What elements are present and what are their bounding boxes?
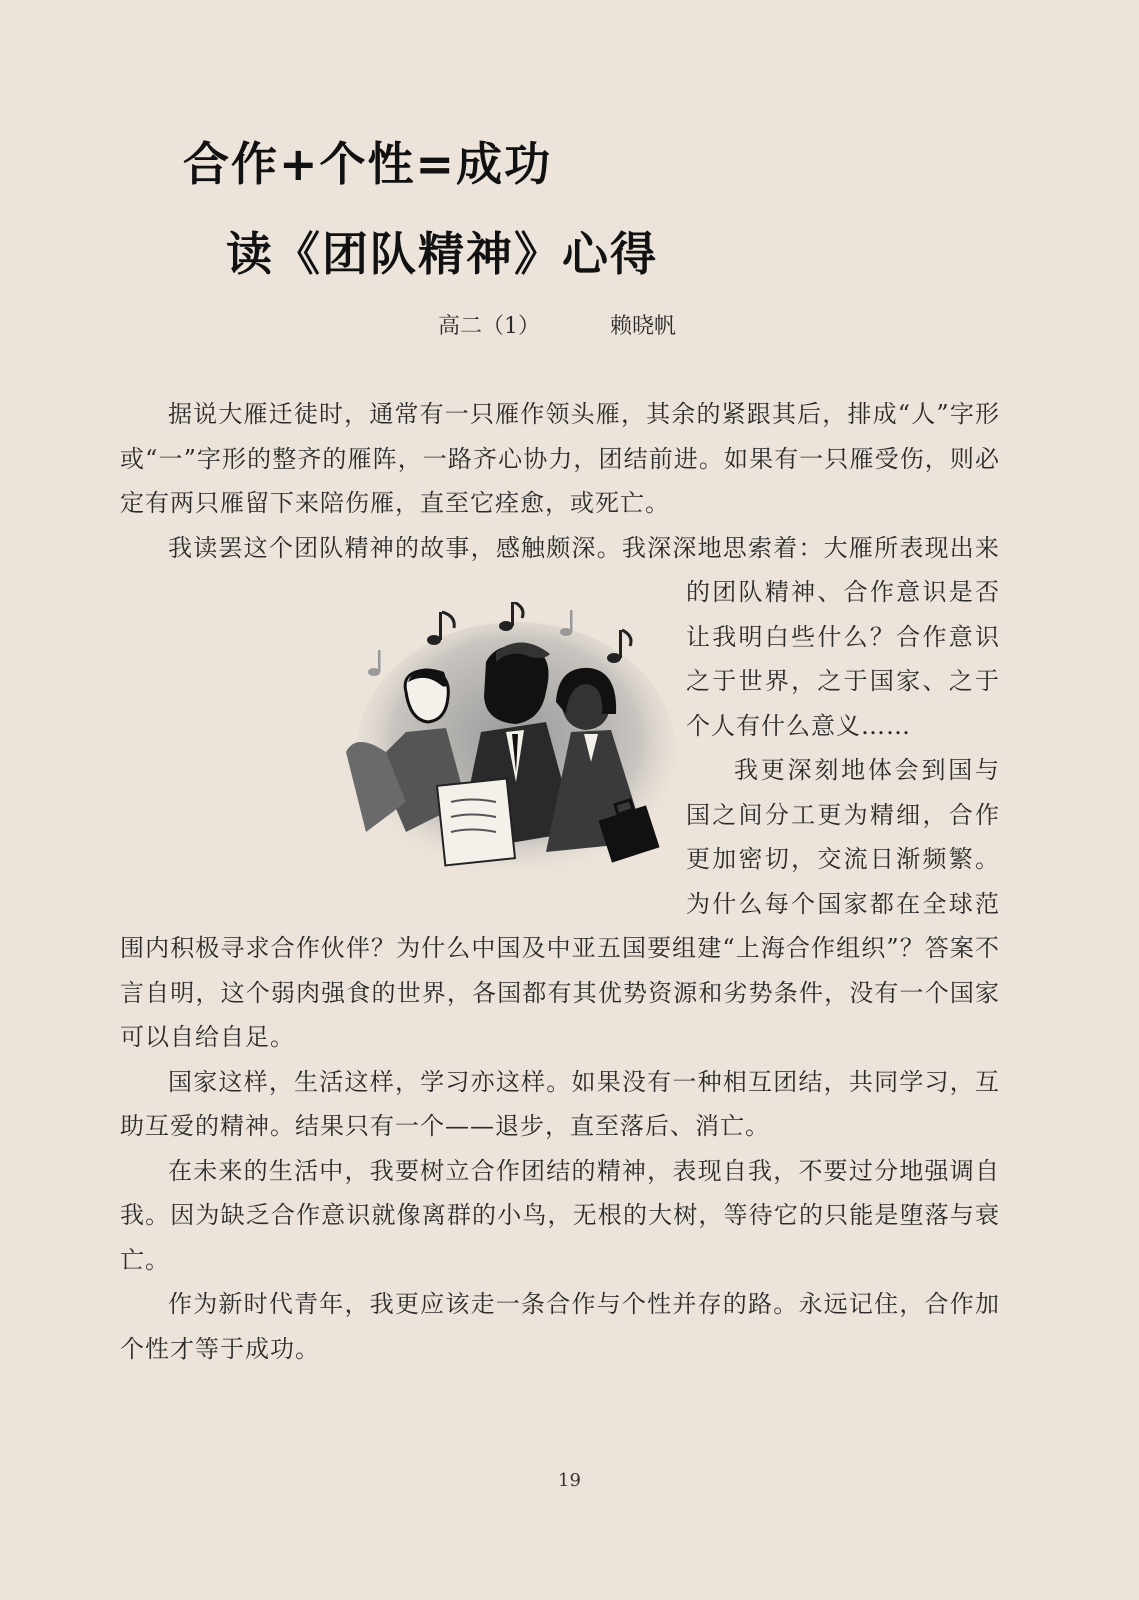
- paragraph-1: 据说大雁迁徒时，通常有一只雁作领头雁，其余的紧跟其后，排成“人”字形或“一”字形的整齐的雁阵，一路齐心协力，团结前进。如果有一只雁受伤，则必定有两只雁留下来陪伤雁，直至它痊愈，或死亡。: [120, 400, 1000, 517]
- paragraph-6: 作为新时代青年，我更应该走一条合作与个性并存的路。永远记住，合作加个性才等于成功。: [120, 1290, 1000, 1363]
- paragraph-3: 我更深刻地体会到国与国之间分工更为精细，合作更加密切，交流日渐频繁。为什么每个国家都在全球范围内积极寻求合作伙伴？为什么中国及中亚五国要组建“上海合作组织”？答案不言自明，这个弱肉强食的世界，各国都有其优势资源和劣势条件，没有一个国家可以自给自足。: [120, 756, 1000, 1051]
- title-line-1: 合作+个性=成功: [183, 137, 553, 191]
- title-line-2: 读《团队精神》心得: [226, 227, 658, 281]
- paragraph-2-text: 我读罢这个团队精神的故事，感触颇深。我深深地思索着：大雁所表现出来的团队精神、合作意识是否让我明白些什么？合作意识之于世界，之于国家、之于个人有什么意义……: [168, 533, 1000, 740]
- paragraph-5: 在未来的生活中，我要树立合作团结的精神，表现自我，不要过分地强调自我。因为缺乏合作意识就像离群的小鸟，无根的大树，等待它的只能是堕落与衰亡。: [120, 1156, 1000, 1274]
- page-number: 19: [558, 1470, 581, 1491]
- three-singers-illustration: [346, 602, 686, 882]
- paragraph-4: 国家这样，生活这样，学习亦这样。如果没有一种相互团结，共同学习，互助互爱的精神。结果只有一个——退步，直至落后、消亡。: [120, 1067, 1000, 1140]
- author-name: 赖晓帆: [610, 314, 677, 339]
- class-label: 高二（1）: [438, 314, 540, 339]
- byline: [438, 309, 676, 340]
